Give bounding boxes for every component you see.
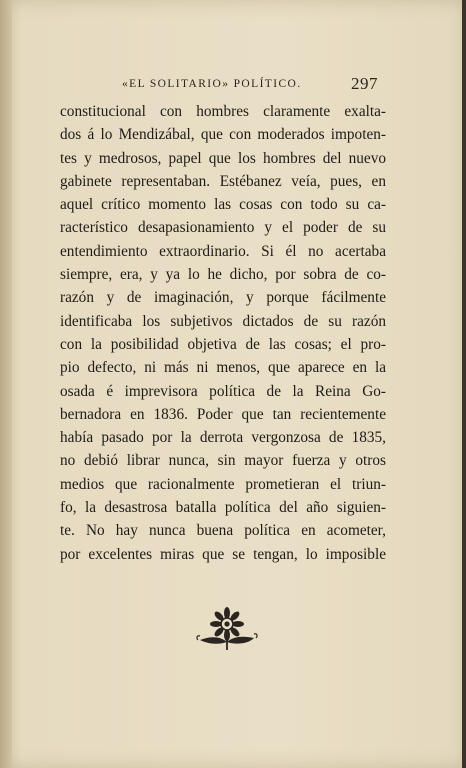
text-line: por excelentes miras que se tengan, lo imposible bbox=[60, 545, 386, 563]
text-line: aquel crítico momento las cosas con todo su ca- bbox=[60, 196, 386, 214]
text-line: medios que racionalmente prometieran el triun- bbox=[60, 475, 386, 493]
text-line: constitucional con hombres claramente exalta- bbox=[60, 103, 386, 120]
text-line: gabinete representaban. Estébanez veía, pues, en bbox=[60, 172, 386, 190]
text-line: te. No hay nunca buena política en acometer, bbox=[60, 522, 386, 540]
text-line: siempre, era, y ya lo he dicho, por sobra de co- bbox=[60, 266, 386, 284]
text-line: razón y de imaginación, y porque fácilmente bbox=[60, 289, 386, 307]
text-line: dos á lo Mendizábal, que con moderados impoten- bbox=[60, 126, 386, 144]
text-line: había pasado por la derrota vergonzosa de 1835, bbox=[60, 429, 386, 447]
page-number: 297 bbox=[351, 74, 378, 93]
text-line: entendimiento extraordinario. Si él no acertaba bbox=[60, 242, 386, 260]
flower-tailpiece-icon bbox=[196, 604, 258, 652]
text-line: no debió librar nunca, sin mayor fuerza y otros bbox=[60, 452, 386, 470]
text-line: fo, la desastrosa batalla política del año siguien- bbox=[60, 499, 386, 517]
text-line: tes y medrosos, papel que los hombres del nuevo bbox=[60, 149, 386, 167]
text-line: racterístico desapasionamiento y el poder de su bbox=[60, 219, 386, 237]
text-line: bernadora en 1836. Poder que tan recientemente bbox=[60, 405, 386, 423]
running-head bbox=[60, 76, 378, 94]
body-text bbox=[60, 100, 386, 566]
text-line: con la posibilidad objetiva de las cosas; el pro- bbox=[60, 335, 386, 353]
text-line: osada é imprevisora política de la Reina Go- bbox=[60, 382, 386, 400]
running-title: «EL SOLITARIO» POLÍTICO. bbox=[122, 78, 302, 90]
page-gutter bbox=[0, 0, 12, 768]
text-line: pio defecto, ni más ni menos, que aparece en la bbox=[60, 359, 386, 377]
text-line: identificaba los subjetivos dictados de su razón bbox=[60, 312, 386, 330]
page-edge bbox=[462, 0, 466, 768]
